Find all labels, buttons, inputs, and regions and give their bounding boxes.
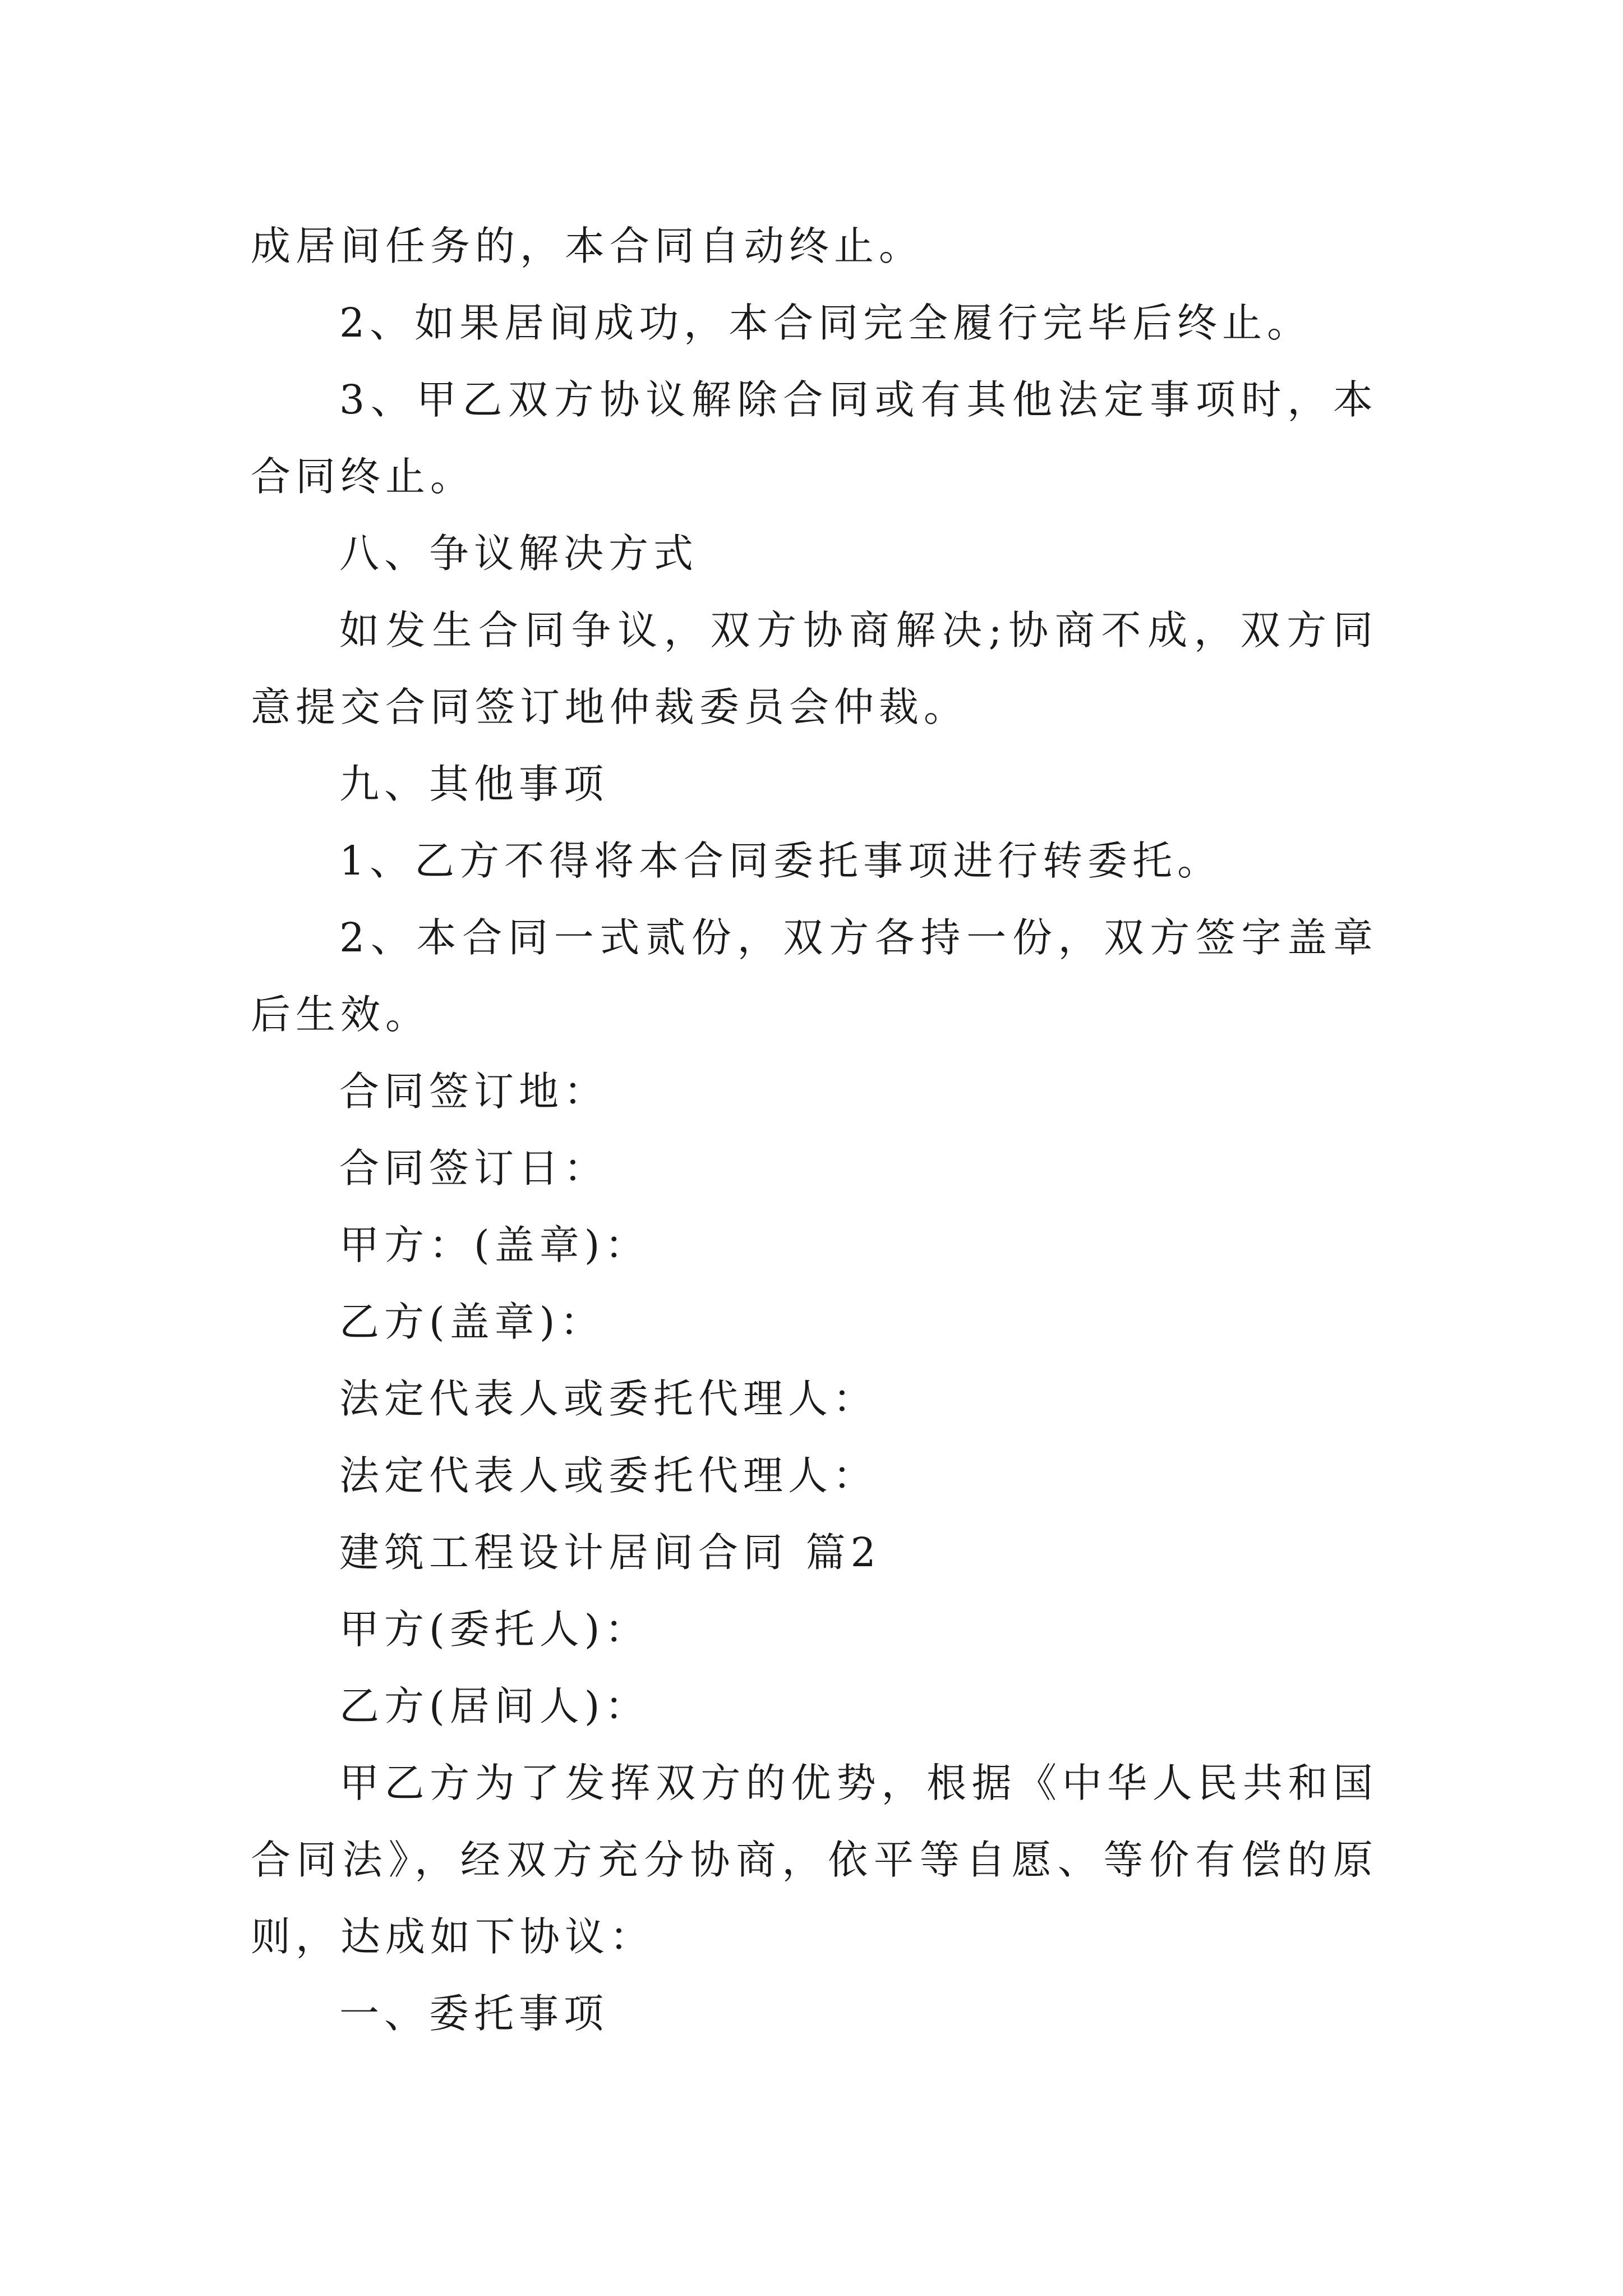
document-body bbox=[251, 208, 1378, 2052]
field-party-b-intermediary: 乙方(居间人)： bbox=[339, 1683, 650, 1729]
section-heading-1: 一、委托事项 bbox=[339, 1990, 609, 2037]
field-party-a-principal: 甲方(委托人)： bbox=[339, 1606, 650, 1653]
paragraph-clause-7-3: 3、甲乙双方协议解除合同或有其他法定事项时，本合同终止。 bbox=[251, 376, 1378, 500]
field-party-b-seal: 乙方(盖章)： bbox=[339, 1299, 605, 1345]
paragraph-clause-7-2: 2、如果居间成功，本合同完全履行完毕后终止。 bbox=[339, 300, 1312, 346]
field-party-a-seal: 甲方：(盖章)： bbox=[339, 1222, 650, 1268]
paragraph-dispute: 如发生合同争议，双方协商解决;协商不成，双方同意提交合同签订地仲裁委员会仲裁。 bbox=[251, 607, 1378, 730]
paragraph-clause-9-2: 2、本合同一式贰份，双方各持一份，双方签字盖章后生效。 bbox=[251, 914, 1378, 1038]
field-representative-b: 法定代表人或委托代理人： bbox=[339, 1452, 878, 1499]
paragraph-continuation: 成居间任务的，本合同自动终止。 bbox=[251, 223, 924, 269]
field-signing-date: 合同签订日： bbox=[339, 1145, 609, 1191]
field-representative-a: 法定代表人或委托代理人： bbox=[339, 1375, 878, 1422]
paragraph-preamble: 甲乙方为了发挥双方的优势，根据《中华人民共和国合同法》，经双方充分协商，依平等自愿、等价有偿的原则，达成如下协议： bbox=[251, 1760, 1378, 1960]
document-title-part-2: 建筑工程设计居间合同 篇2 bbox=[339, 1529, 881, 1576]
section-heading-9: 九、其他事项 bbox=[339, 761, 609, 807]
section-heading-8: 八、争议解决方式 bbox=[339, 530, 699, 577]
field-signing-place: 合同签订地： bbox=[339, 1068, 609, 1115]
paragraph-clause-9-1: 1、乙方不得将本合同委托事项进行转委托。 bbox=[339, 838, 1223, 884]
